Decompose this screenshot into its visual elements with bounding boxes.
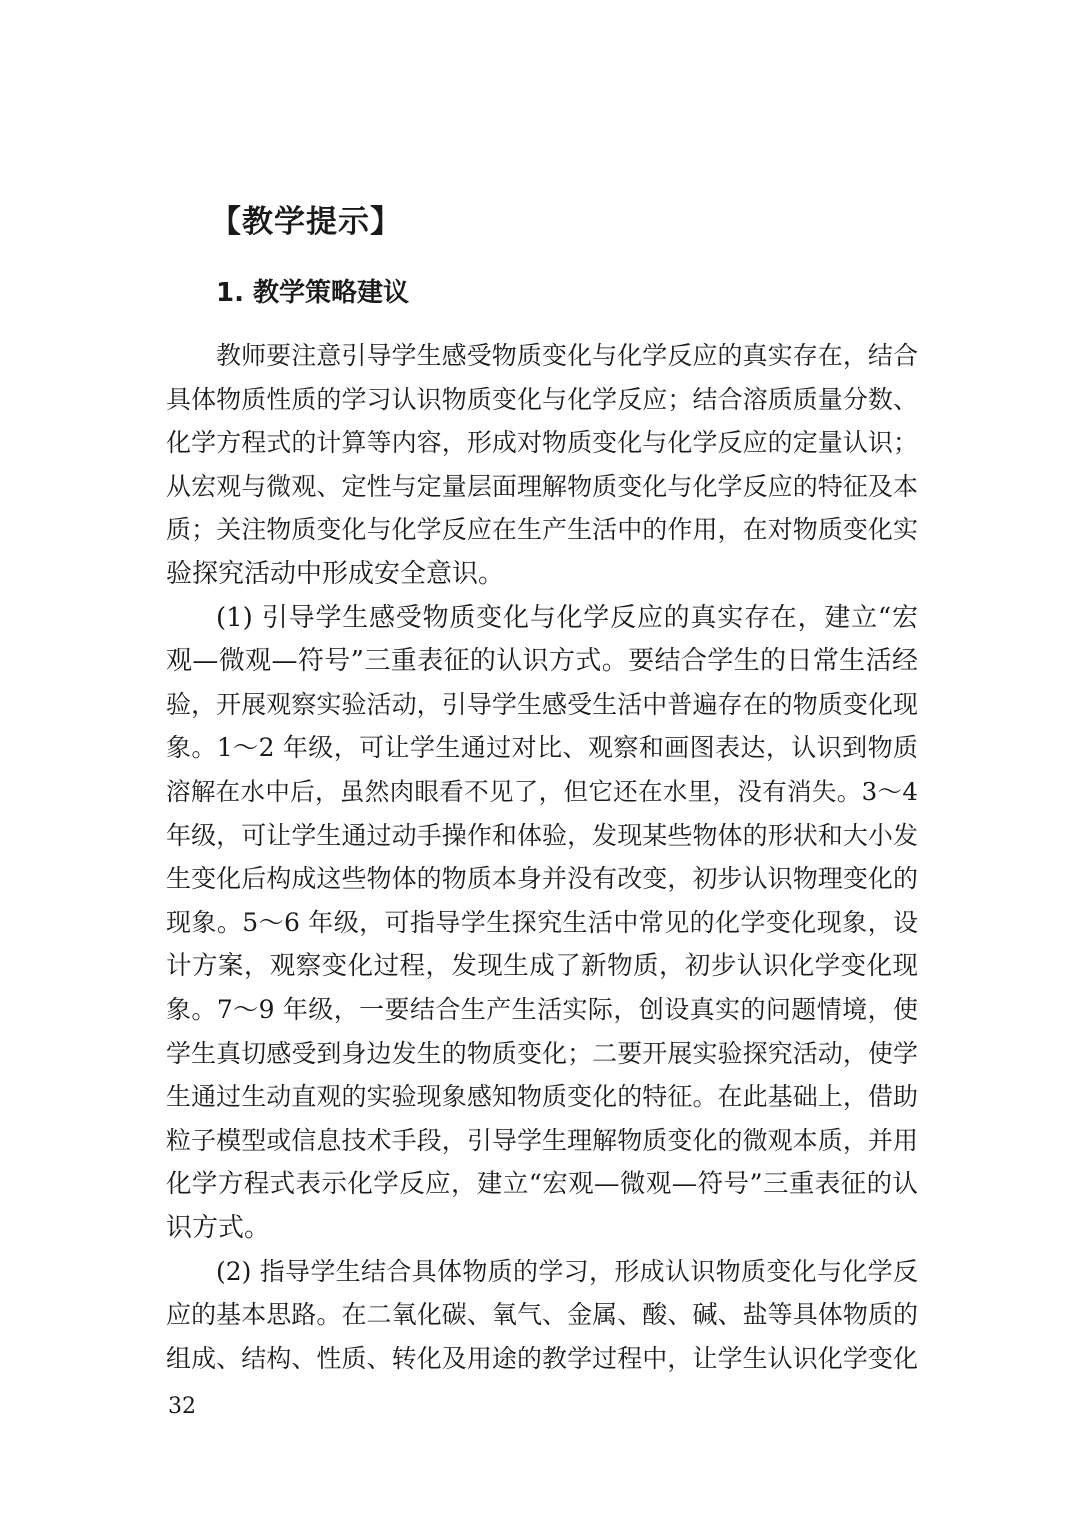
text-line: 验，开展观察实验活动，引导学生感受生活中普遍存在的物质变化现 xyxy=(166,689,918,719)
text-line: 生通过生动直观的实验现象感知物质变化的特征。在此基础上，借助 xyxy=(166,1082,918,1112)
text-line: 观—微观—符号”三重表征的认识方式。要结合学生的日常生活经 xyxy=(166,646,918,677)
text-line: 粒子模型或信息技术手段，引导学生理解物质变化的微观本质，并用 xyxy=(166,1125,918,1155)
text-line: 溶解在水中后，虽然肉眼看不见了，但它还在水里，没有消失。3～4 xyxy=(166,777,918,806)
text-line: 年级，可让学生通过动手操作和体验，发现某些物体的形状和大小发 xyxy=(166,820,918,850)
text-line: 教师要注意引导学生感受物质变化与化学反应的真实存在，结合 xyxy=(216,341,918,370)
subsection-title: 1. 教学策略建议 xyxy=(216,278,410,308)
text-line: (2) 指导学生结合具体物质的学习，形成认识物质变化与化学反 xyxy=(216,1256,918,1286)
text-line: 化学方程式表示化学反应，建立“宏观—微观—符号”三重表征的认 xyxy=(166,1169,918,1200)
page-number: 32 xyxy=(168,1394,196,1419)
section-title: 【教学提示】 xyxy=(210,204,402,240)
text-line: (1) 引导学生感受物质变化与化学反应的真实存在，建立“宏 xyxy=(216,602,918,633)
text-line: 质；关注物质变化与化学反应在生产生活中的作用，在对物质变化实 xyxy=(166,515,918,545)
text-line: 应的基本思路。在二氧化碳、氧气、金属、酸、碱、盐等具体物质的 xyxy=(166,1300,918,1330)
text-line: 识方式。 xyxy=(166,1213,271,1243)
text-line: 具体物质性质的学习认识物质变化与化学反应；结合溶质质量分数、 xyxy=(166,384,918,414)
text-line: 化学方程式的计算等内容，形成对物质变化与化学反应的定量认识； xyxy=(166,428,918,458)
text-line: 生变化后构成这些物体的物质本身并没有改变，初步认识物理变化的 xyxy=(166,864,918,894)
text-line: 从宏观与微观、定性与定量层面理解物质变化与化学反应的特征及本 xyxy=(166,471,918,501)
text-line: 象。1～2 年级，可让学生通过对比、观察和画图表达，认识到物质 xyxy=(166,733,918,763)
text-line: 学生真切感受到身边发生的物质变化；二要开展实验探究活动，使学 xyxy=(166,1038,918,1068)
text-line: 现象。5～6 年级，可指导学生探究生活中常见的化学变化现象，设 xyxy=(166,907,918,937)
text-line: 象。7～9 年级，一要结合生产生活实际，创设真实的问题情境，使 xyxy=(166,995,918,1024)
text-line: 验探究活动中形成安全意识。 xyxy=(166,559,505,589)
text-line: 组成、结构、性质、转化及用途的教学过程中，让学生认识化学变化 xyxy=(166,1343,918,1373)
text-line: 计方案，观察变化过程，发现生成了新物质，初步认识化学变化现 xyxy=(166,951,918,982)
